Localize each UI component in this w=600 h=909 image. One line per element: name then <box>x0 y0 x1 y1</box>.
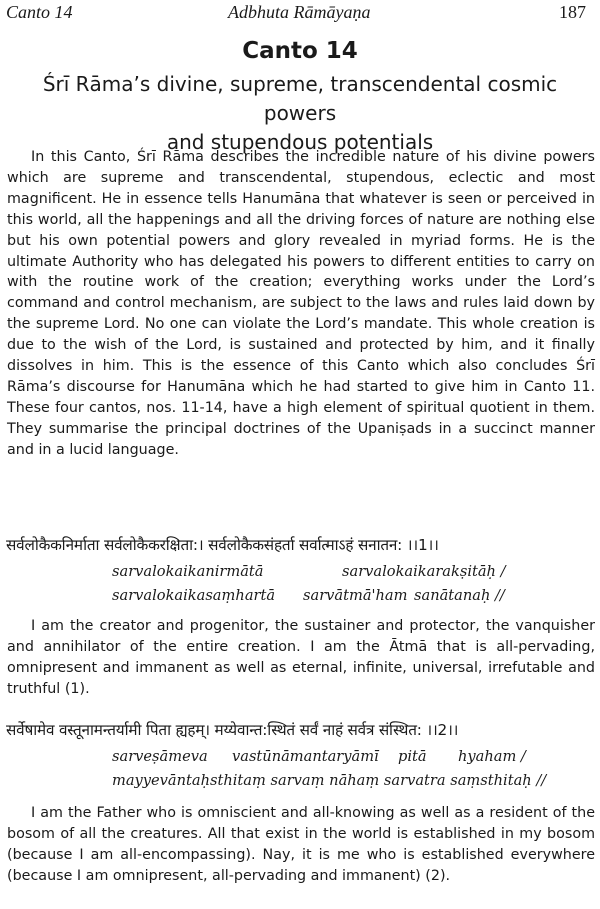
verse-1-translit-d: sarvātmā'ham <box>303 587 408 604</box>
canto-subtitle-line-1: Śrī Rāma’s divine, supreme, transcendental cosmic powers <box>42 72 558 125</box>
verse-2-translit-d: hyaham / <box>458 748 526 765</box>
page-number: 187 <box>559 2 586 22</box>
running-header <box>6 0 586 28</box>
verse-2-translit-a: sarveṣāmeva <box>112 748 208 765</box>
verse-1-translit-a: sarvalokaikanirmātā <box>112 563 264 580</box>
verse-2-translit-c: pitā <box>398 748 427 765</box>
canto-subtitle <box>10 70 590 157</box>
verse-1-translit-b: sarvalokaikarakṣitāḥ / <box>342 563 506 580</box>
verse-2-translation: I am the Father who is omniscient and all-knowing as well as a resident of the bosom of all the creatures. All that exist in the world is established in my bosom (because I am all-encompassing). Nay, it is me who is established everywhere (because I am omnipresent, all-pervading and immanent) (2). <box>7 805 595 884</box>
verse-1-translation: I am the creator and progenitor, the sustainer and protector, the vanquisher and annihilator of the entire creation. I am the Ātmā that is all-pervading, omnipresent and immanent as well as eternal, infinite, universal, irrefutable and truthful (1). <box>7 618 595 697</box>
verse-1-translit-e: sanātanaḥ // <box>414 587 505 604</box>
verse-2-translit-e: mayyevāntaḥsthitaṃ sarvaṃ nāhaṃ sarvatra saṃsthitaḥ // <box>112 772 547 789</box>
header-canto-label: Canto 14 <box>6 2 73 22</box>
verse-1-translit-c: sarvalokaikasaṃhartā <box>112 587 276 604</box>
canto-subtitle-line-2: and stupendous potentials <box>166 130 434 154</box>
header-book-title: Adbhuta Rāmāyaṇa <box>228 2 371 22</box>
canto-title: Canto 14 <box>242 38 358 64</box>
verse-2-translit-b: vastūnāmantaryāmī <box>232 748 379 765</box>
verse-1-sanskrit: सर्वलोकैकनिर्माता सर्वलोकैकरक्षिता:। सर्वलोकैकसंहर्ता सर्वात्माऽहं सनातन: ।।1।। <box>6 536 439 554</box>
verse-2-sanskrit: सर्वेषामेव वस्तूनामन्तर्यामी पिता ह्यहम्। मय्येवान्त:स्थितं सर्वं नाहं सर्वत्र संस्थित: ।।2।। <box>6 721 459 739</box>
intro-paragraph: In this Canto, Śrī Rāma describes the incredible nature of his divine powers which are supreme and transcendental, stupendous, eclectic and most magnificent. He in essence tells Hanumāna that whatever is seen or perceived in this world, all the happenings and all the driving forces of nature are nothing else but his own potential powers and glory revealed in myriad forms. He is the ultimate Authority who has delegated his powers to different entities to carry on with the routine work of the creation; everything works under the Lord’s command and control mechanism, are subject to the laws and rules laid down by the supreme Lord. No one can violate the Lord’s mandate. This whole creation is due to the wish of the Lord, is sustained and protected by him, and it finally dissolves in him. This is the essence of this Canto which also concludes Śrī Rāma’s discourse for Hanumāna which he had started to give him in Canto 11. These four cantos, nos. 11-14, have a high element of spiritual quotient in them. They summarise the principal doctrines of the Upaniṣads in a succinct manner and in a lucid language. <box>7 149 595 458</box>
